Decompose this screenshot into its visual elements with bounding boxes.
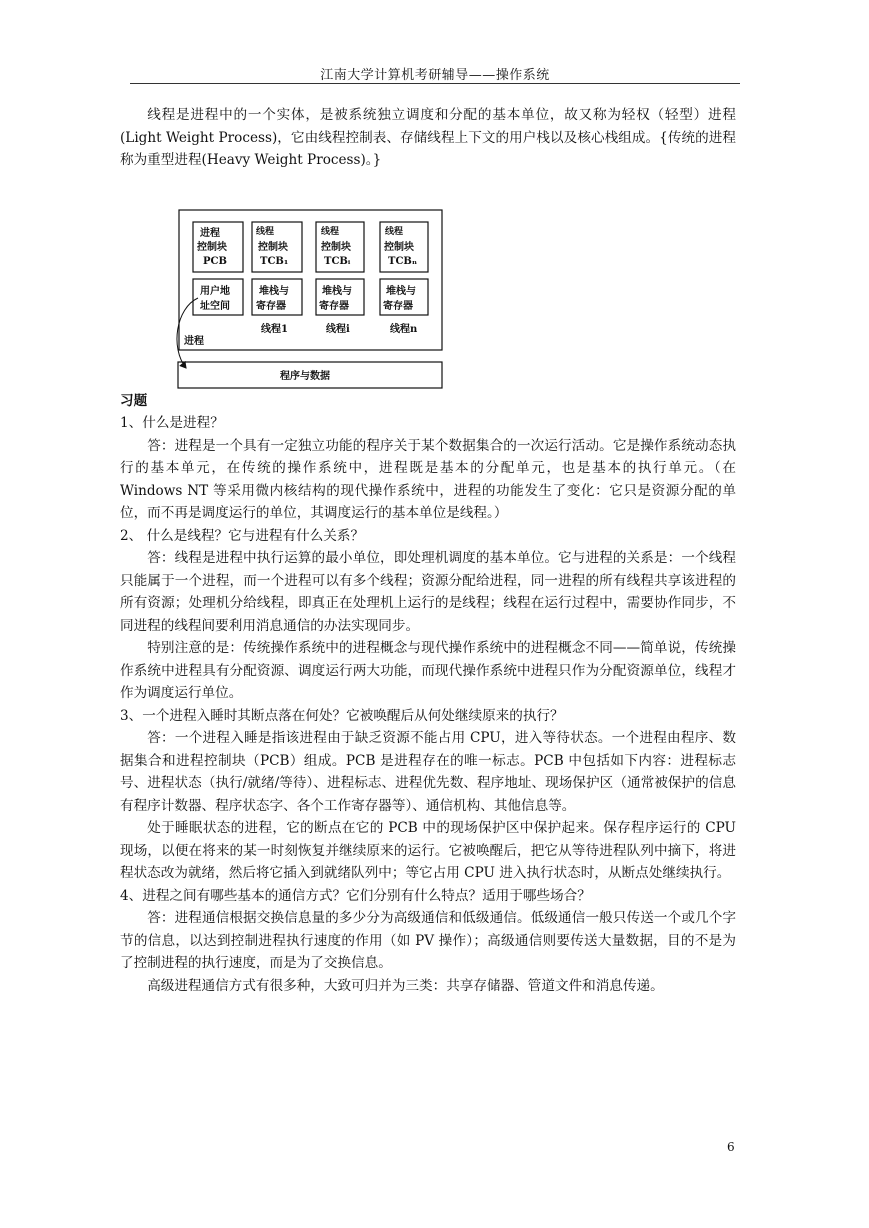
question-2: 2、 什么是线程？它与进程有什么关系？ xyxy=(120,527,365,544)
stacki-line1: 堆栈与 xyxy=(322,285,352,297)
process-label: 进程 xyxy=(184,335,204,347)
answer-2-para-1: 答：线程是进程中执行运算的最小单位，即处理机调度的基本单位。它与进程的关系是：一个线程只能属于一个进程，而一个进程可以有多个线程；资源分配给进程，同一进程的所有线程共享该进程的所有资源；处理机分给线程，即真正在处理机上运行的是线程；线程在运行过程中，需要协作同步，不同进程的线程间要利用消息通信的办法实现同步。 xyxy=(120,550,736,634)
tcbn-line1: 线程 xyxy=(385,226,404,237)
user-space-line1: 用户地 xyxy=(200,285,230,297)
answer-3-para-1: 答：一个进程入睡是指该进程由于缺乏资源不能占用 CPU，进入等待状态。一个进程由程序、数据集合和进程控制块（PCB）组成。PCB 是进程存在的唯一标志。PCB 中包括如下内容：进程标志号、进程状态（执行/就绪/等待）、进程标志、进程优先数、程序地址、现场保护区（通常被保护的信息有程序计数器、程序状态字、各个工作寄存器等）、通信机构、其他信息等。 xyxy=(120,730,736,814)
question-1: 1、什么是进程？ xyxy=(120,415,224,431)
tcbi-line3: TCBᵢ xyxy=(324,255,351,267)
program-data-label: 程序与数据 xyxy=(280,370,330,382)
tcb1-line3: TCB₁ xyxy=(260,255,289,267)
exercises-title: 习题 xyxy=(120,392,148,409)
answer-4-para-1: 答：进程通信根据交换信息量的多少分为高级通信和低级通信。低级通信一般只传送一个或几个字节的信息，以达到控制进程执行速度的作用（如 PV 操作）；高级通信则要传送大量数据，目的不是为了控制进程的执行速度，而是为了交换信息。 xyxy=(120,910,736,971)
answer-3-para-2: 处于睡眠状态的进程，它的断点在它的 PCB 中的现场保护区中保护起来。保存程序运行的 CPU 现场，以便在将来的某一时刻恢复并继续原来的运行。它被唤醒后，把它从等待进程队列中摘下，将进程状态改为就绪，然后将它插入到就绪队列中；等它占用 CPU 进入执行状态时，从断点处继续执行。 xyxy=(120,820,736,881)
stackn-line1: 堆栈与 xyxy=(386,285,416,297)
answer-1-para-1: 答：进程是一个具有一定独立功能的程序关于某个数据集合的一次运行活动。它是操作系统动态执行的基本单元，在传统的操作系统中，进程既是基本的分配单元，也是基本的执行单元。（在 Windows NT 等采用微内核结构的现代操作系统中，进程的功能发生了变化：它只是资源分配的单位，而不再是调度运行的单位，其调度运行的基本单位是线程。） xyxy=(120,437,736,521)
thread1-label: 线程1 xyxy=(261,323,288,335)
tcbi-line2: 控制块 xyxy=(321,241,351,253)
question-3: 3、一个进程入睡时其断点落在何处？它被唤醒后从何处继续原来的执行？ xyxy=(120,707,564,724)
stack1-line1: 堆栈与 xyxy=(259,285,289,297)
stacki-line2: 寄存器 xyxy=(319,300,349,312)
page-number: 6 xyxy=(727,1140,735,1154)
page-header: 江南大学计算机考研辅导——操作系统 xyxy=(320,68,550,83)
question-4: 4、进程之间有哪些基本的通信方式？它们分别有什么特点？适用于哪些场合？ xyxy=(120,887,591,904)
answer-2-para-2: 特别注意的是：传统操作系统中的进程概念与现代操作系统中的进程概念不同——简单说，传统操作系统中进程具有分配资源、调度运行两大功能，而现代操作系统中进程只作为分配资源单位，线程才作为调度运行单位。 xyxy=(120,640,736,701)
header-rule xyxy=(130,83,740,84)
threadn-label: 线程n xyxy=(390,323,418,335)
intro-paragraph: 线程是进程中的一个实体，是被系统独立调度和分配的基本单位，故又称为轻权（轻型）进程(Light Weight Process)，它由线程控制表、存储线程上下文的用户栈以及核心栈组成。{传统的进程称为重型进程(Heavy Weight Process)。} xyxy=(120,107,736,168)
stack1-line2: 寄存器 xyxy=(256,300,286,312)
tcbn-line2: 控制块 xyxy=(384,241,414,253)
user-space-line2: 址空间 xyxy=(200,300,230,312)
tcb1-line1: 线程 xyxy=(256,226,275,237)
pcb-line3: PCB xyxy=(203,255,227,267)
answer-4-para-2: 高级进程通信方式有很多种，大致可归并为三类：共享存储器、管道文件和消息传递。 xyxy=(147,977,664,994)
pcb-line2: 控制块 xyxy=(197,241,227,253)
pcb-line1: 进程 xyxy=(200,227,220,239)
tcbi-line1: 线程 xyxy=(321,226,340,237)
tcbn-line3: TCBₙ xyxy=(388,255,418,267)
document-body xyxy=(120,104,736,997)
tcb1-line2: 控制块 xyxy=(258,241,288,253)
stackn-line2: 寄存器 xyxy=(383,300,413,312)
user-space-arrow xyxy=(177,298,198,368)
threadi-label: 线程i xyxy=(326,323,350,335)
process-thread-diagram xyxy=(176,208,446,390)
